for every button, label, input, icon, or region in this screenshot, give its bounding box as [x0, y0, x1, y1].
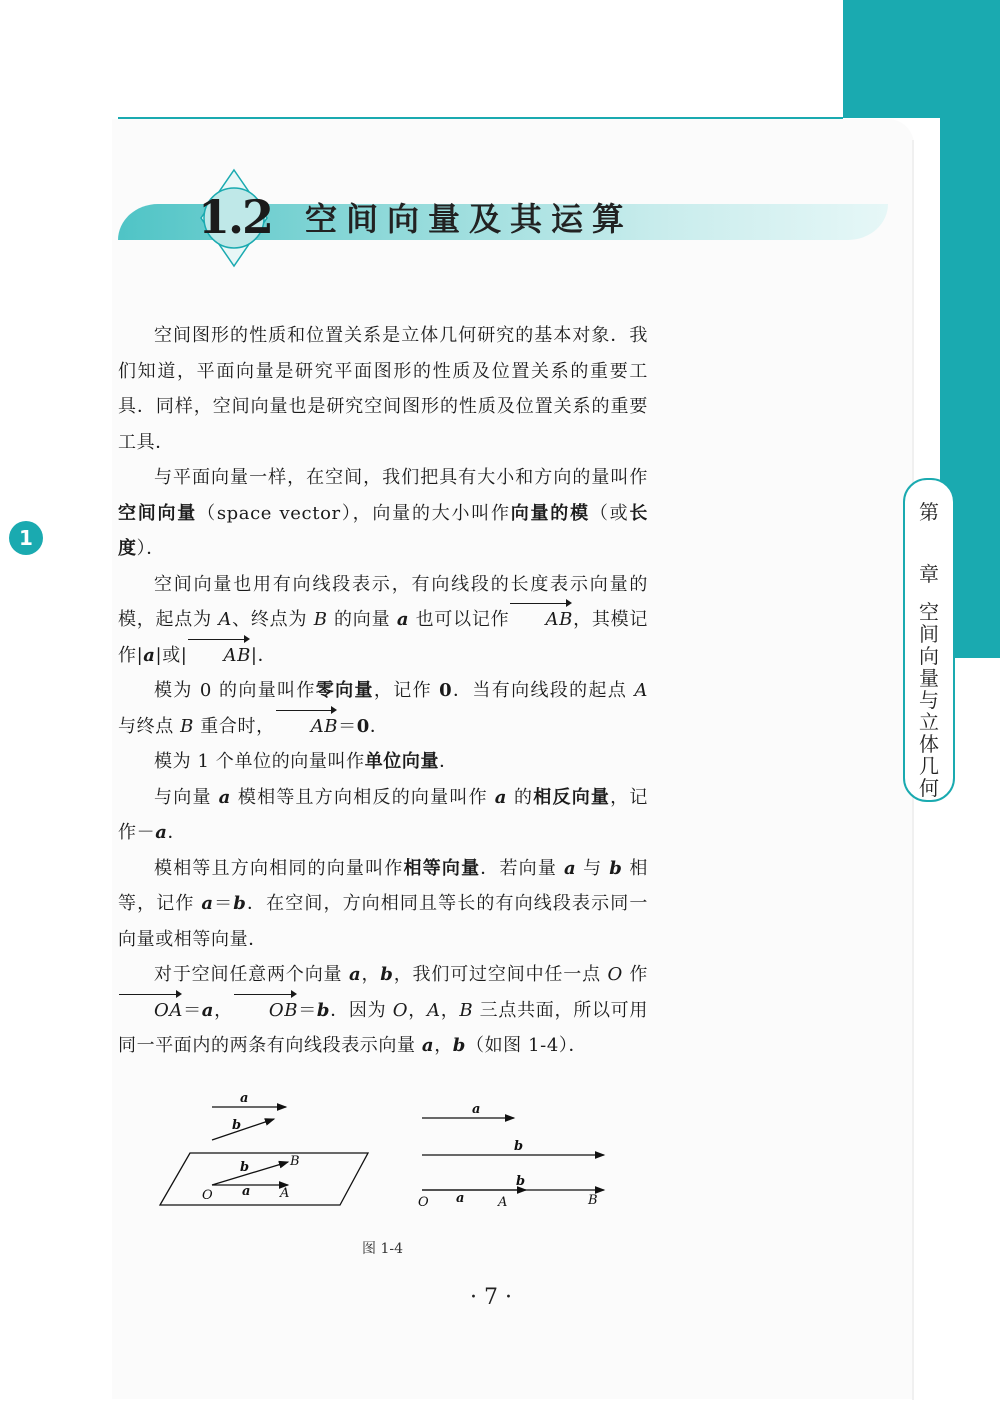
figure-1-4: [150, 1085, 630, 1225]
left-labels: [202, 1091, 300, 1203]
paragraph: 模为 1 个单位的向量叫作单位向量．: [154, 751, 458, 772]
label-O: O: [202, 1188, 213, 1203]
paragraph: 与平面向量一样，在空间，我们把具有大小和方向的量叫作空间向量（space vector），向量的大小叫作向量的模（或长度）．: [118, 467, 648, 559]
paragraph: 模为 0 的向量叫作零向量，记作 0．当有向线段的起点 A 与终点 B 重合时， AB＝0．: [118, 673, 648, 744]
chapter-number-badge: [9, 521, 43, 555]
label-A: A: [280, 1186, 290, 1201]
paragraph: 模相等且方向相同的向量叫作相等向量．若向量 a 与 b 相等，记作 a＝b．在空间，方向相同且等长的有向线段表示同一向量或相等向量．: [118, 857, 648, 950]
chapter-title-char: 何: [919, 776, 939, 800]
chapter-title-char: 立: [919, 710, 939, 734]
label-a: a: [456, 1191, 465, 1206]
chapter-title-char: 几: [919, 754, 939, 778]
right-diagram: [422, 1118, 604, 1190]
chapter-title-char: 间: [919, 622, 939, 646]
label-a: a: [472, 1102, 481, 1117]
paragraph: 空间图形的性质和位置关系是立体几何研究的基本对象．我们知道，平面向量是研究平面图形的性质及位置关系的重要工具．同样，空间向量也是研究空间图形的性质及位置关系的重要工具．: [118, 325, 648, 453]
section-number: 1.2: [197, 190, 273, 244]
label-a: a: [240, 1091, 249, 1106]
chapter-suffix: 章: [919, 562, 939, 586]
label-a: a: [242, 1184, 251, 1199]
chapter-title-char: 体: [919, 732, 939, 756]
label-b: b: [514, 1139, 524, 1154]
chapter-title-char: 量: [919, 666, 939, 690]
left-diagram: [160, 1107, 368, 1205]
chapter-number: 1: [19, 526, 33, 550]
page-number: · 7 ·: [470, 1285, 512, 1310]
section-title: 空间向量及其运算: [305, 200, 634, 238]
label-b: b: [232, 1118, 242, 1133]
label-B: B: [588, 1193, 598, 1208]
label-B: B: [290, 1154, 300, 1169]
label-A: A: [498, 1195, 508, 1210]
chapter-title-char: 向: [919, 644, 939, 668]
body-text: [118, 318, 648, 1064]
top-corner-tab: [843, 0, 1000, 118]
paragraph: 与向量 a 模相等且方向相反的向量叫作 a 的相反向量，记作－a．: [118, 786, 649, 843]
chapter-title-char: 空: [919, 600, 939, 624]
paragraph: 空间向量也用有向线段表示，有向线段的长度表示向量的模，起点为 A、终点为 B 的向量 a 也可以记作 AB，其模记作|a|或| AB|．: [118, 567, 648, 674]
chapter-title-char: 与: [919, 688, 939, 712]
paragraph: 对于空间任意两个向量 a，b，我们可过空间中任一点 O 作OA＝a， OB＝b．因为 O，A，B 三点共面，所以可用同一平面内的两条有向线段表示向量 a，b（如图 1-4）．: [118, 964, 649, 1056]
label-b: b: [516, 1174, 526, 1189]
chapter-tab: [903, 478, 955, 802]
label-b: b: [240, 1160, 250, 1175]
chapter-prefix: 第: [919, 500, 939, 524]
figure-caption: 图 1-4: [362, 1241, 403, 1257]
label-O: O: [418, 1195, 429, 1210]
